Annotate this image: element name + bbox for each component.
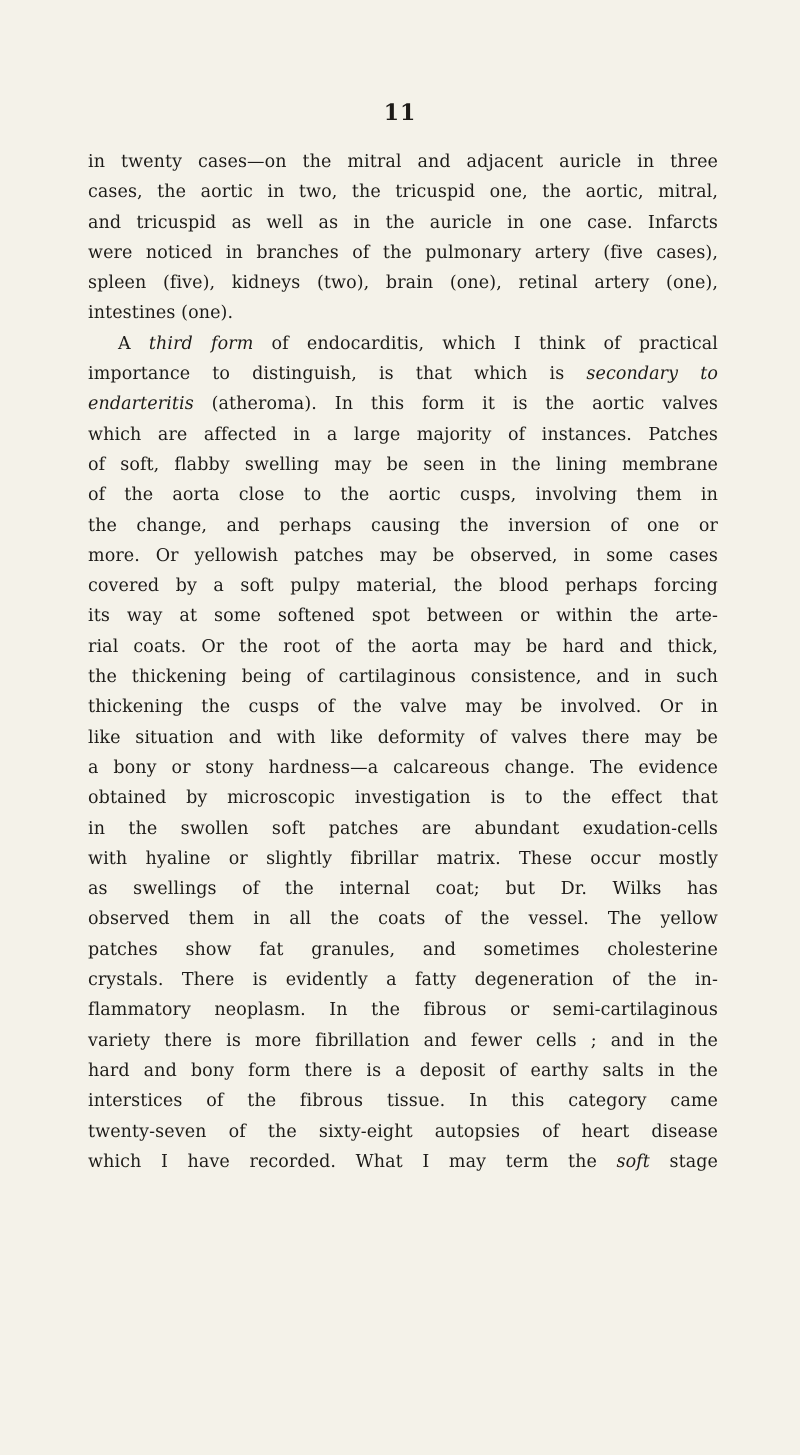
- text-line: [88, 1117, 718, 1147]
- italic-phrase: soft: [616, 1151, 650, 1172]
- text-line: [88, 389, 718, 419]
- text-line: [88, 723, 718, 753]
- text-line: [88, 541, 718, 571]
- text-line: [88, 844, 718, 874]
- text-line: [88, 692, 718, 722]
- text-segment: crystals. There is evidently a fatty degeneration of the in-: [88, 970, 718, 991]
- text-segment: rial coats. Or the root of the aorta may be hard and thick,: [88, 636, 718, 657]
- text-segment: intestines (one).: [88, 303, 234, 324]
- text-line: [88, 177, 718, 207]
- text-line: [88, 1026, 718, 1056]
- text-line: [88, 783, 718, 813]
- text-line: [88, 329, 718, 359]
- text-segment: with hyaline or slightly fibrillar matrix. These occur mostly: [88, 848, 718, 869]
- text-line: [88, 874, 718, 904]
- text-segment: like situation and with like deformity of valves there may be: [88, 727, 718, 748]
- text-segment: were noticed in branches of the pulmonary artery (five cases),: [88, 242, 718, 263]
- body-text: [88, 147, 718, 1177]
- italic-phrase: third form: [148, 333, 254, 354]
- text-segment: more. Or yellowish patches may be observed, in some cases: [88, 545, 718, 566]
- text-line: [88, 208, 718, 238]
- text-segment: obtained by microscopic investigation is to the effect that: [88, 788, 718, 809]
- text-line: [88, 753, 718, 783]
- page-number: 11: [383, 100, 417, 126]
- text-segment: a bony or stony hardness—a calcareous change. The evidence: [88, 757, 718, 778]
- text-segment: hard and bony form there is a deposit of earthy salts in the: [88, 1060, 718, 1081]
- text-line: [88, 450, 718, 480]
- text-segment: as swellings of the internal coat; but Dr. Wilks has: [88, 879, 718, 900]
- text-line: [88, 632, 718, 662]
- text-segment: spleen (five), kidneys (two), brain (one), retinal artery (one),: [88, 273, 718, 294]
- text-line: [88, 662, 718, 692]
- text-line: [88, 147, 718, 177]
- text-line: [88, 238, 718, 268]
- text-line: [88, 1086, 718, 1116]
- text-segment: which are affected in a large majority of instances. Patches: [88, 424, 718, 445]
- italic-phrase: secondary to: [586, 364, 718, 385]
- text-segment: and tricuspid as well as in the auricle in one case. Infarcts: [88, 212, 718, 233]
- text-line: [88, 904, 718, 934]
- text-line: [88, 1147, 718, 1177]
- text-segment: covered by a soft pulpy material, the blood perhaps forcing: [88, 576, 718, 597]
- text-segment: in twenty cases—on the mitral and adjacent auricle in three: [88, 152, 718, 172]
- text-line: [88, 814, 718, 844]
- text-line: [88, 935, 718, 965]
- text-line: [88, 571, 718, 601]
- italic-phrase: endarteritis: [88, 394, 194, 415]
- text-segment: of the aorta close to the aortic cusps, involving them in: [88, 485, 718, 506]
- text-line: [88, 1056, 718, 1086]
- text-segment: cases, the aortic in two, the tricuspid one, the aortic, mitral,: [88, 182, 718, 203]
- text-segment: the thickening being of cartilaginous consistence, and in such: [88, 667, 718, 688]
- text-segment: the change, and perhaps causing the inversion of one or: [88, 515, 718, 536]
- text-line: [88, 268, 718, 298]
- text-segment: importance to distinguish, is that which is: [88, 364, 587, 385]
- text-line: [88, 601, 718, 631]
- text-line: [88, 511, 718, 541]
- text-segment: its way at some softened spot between or within the arte-: [88, 606, 718, 627]
- text-line: [88, 480, 718, 510]
- text-line: [88, 420, 718, 450]
- text-segment: of endocarditis, which I think of practical: [253, 333, 718, 354]
- text-segment: in the swollen soft patches are abundant exudation-cells: [88, 818, 718, 839]
- text-segment: patches show fat granules, and sometimes cholesterine: [88, 939, 718, 960]
- text-line: [88, 359, 718, 389]
- text-segment: of soft, flabby swelling may be seen in the lining membrane: [88, 454, 718, 475]
- text-segment: A: [118, 333, 149, 354]
- text-segment: (atheroma). In this form it is the aortic valves: [193, 394, 718, 415]
- text-segment: twenty-seven of the sixty-eight autopsies of heart disease: [88, 1121, 718, 1142]
- text-segment: which I have recorded. What I may term the: [88, 1151, 617, 1172]
- text-segment: observed them in all the coats of the vessel. The yellow: [88, 909, 718, 930]
- text-segment: interstices of the fibrous tissue. In this category came: [88, 1091, 718, 1112]
- text-segment: stage: [649, 1151, 718, 1172]
- text-segment: flammatory neoplasm. In the fibrous or semi-cartilaginous: [88, 1000, 718, 1021]
- text-line: [88, 995, 718, 1025]
- text-line: [88, 965, 718, 995]
- text-segment: variety there is more fibrillation and fewer cells ; and in the: [88, 1030, 718, 1051]
- text-line: [88, 298, 718, 328]
- text-segment: thickening the cusps of the valve may be involved. Or in: [88, 697, 718, 718]
